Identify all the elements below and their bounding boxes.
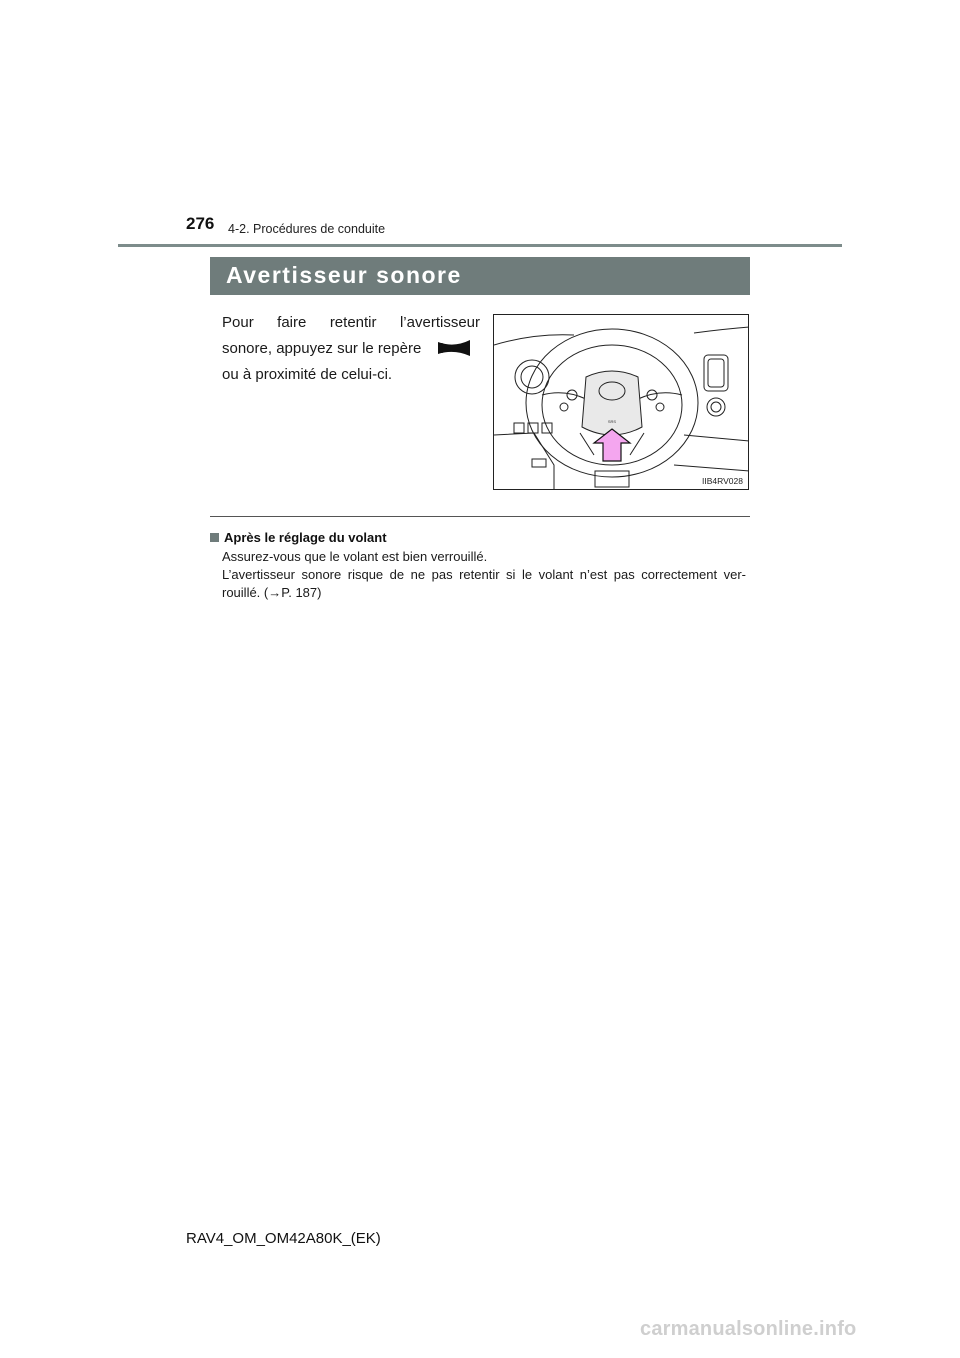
bullet-square-icon	[210, 533, 219, 542]
svg-text:SRS: SRS	[607, 419, 617, 424]
note-line: rouillé. (→P. 187)	[222, 585, 322, 600]
page-number: 276	[186, 214, 215, 233]
section-title: Avertisseur sonore	[226, 262, 462, 288]
steering-wheel-figure	[493, 314, 749, 490]
note-heading	[210, 530, 387, 545]
steering-wheel-illustration	[494, 315, 749, 490]
figure-code: IIB4RV028	[702, 476, 743, 486]
note-line: Assurez-vous que le volant est bien verrouillé.	[222, 549, 488, 564]
intro-line: sonore, appuyez sur le repère	[222, 340, 422, 357]
chapter-title: 4-2. Procédures de conduite	[228, 222, 386, 236]
note-line: L’avertisseur sonore risque de ne pas retentir si le volant n’est pas correctement ver-	[222, 567, 746, 582]
horn-icon	[436, 338, 472, 358]
intro-line: Pour faire retentir l’avertisseur	[222, 314, 480, 331]
section-banner	[210, 257, 750, 295]
document-code: RAV4_OM_OM42A80K_(EK)	[186, 1230, 381, 1247]
watermark: carmanualsonline.info	[640, 1318, 857, 1340]
note-divider	[210, 516, 750, 517]
header-divider	[118, 244, 842, 247]
intro-line: ou à proximité de celui-ci.	[222, 366, 393, 383]
note-heading-text: Après le réglage du volant	[224, 530, 387, 545]
note-body	[222, 548, 746, 602]
